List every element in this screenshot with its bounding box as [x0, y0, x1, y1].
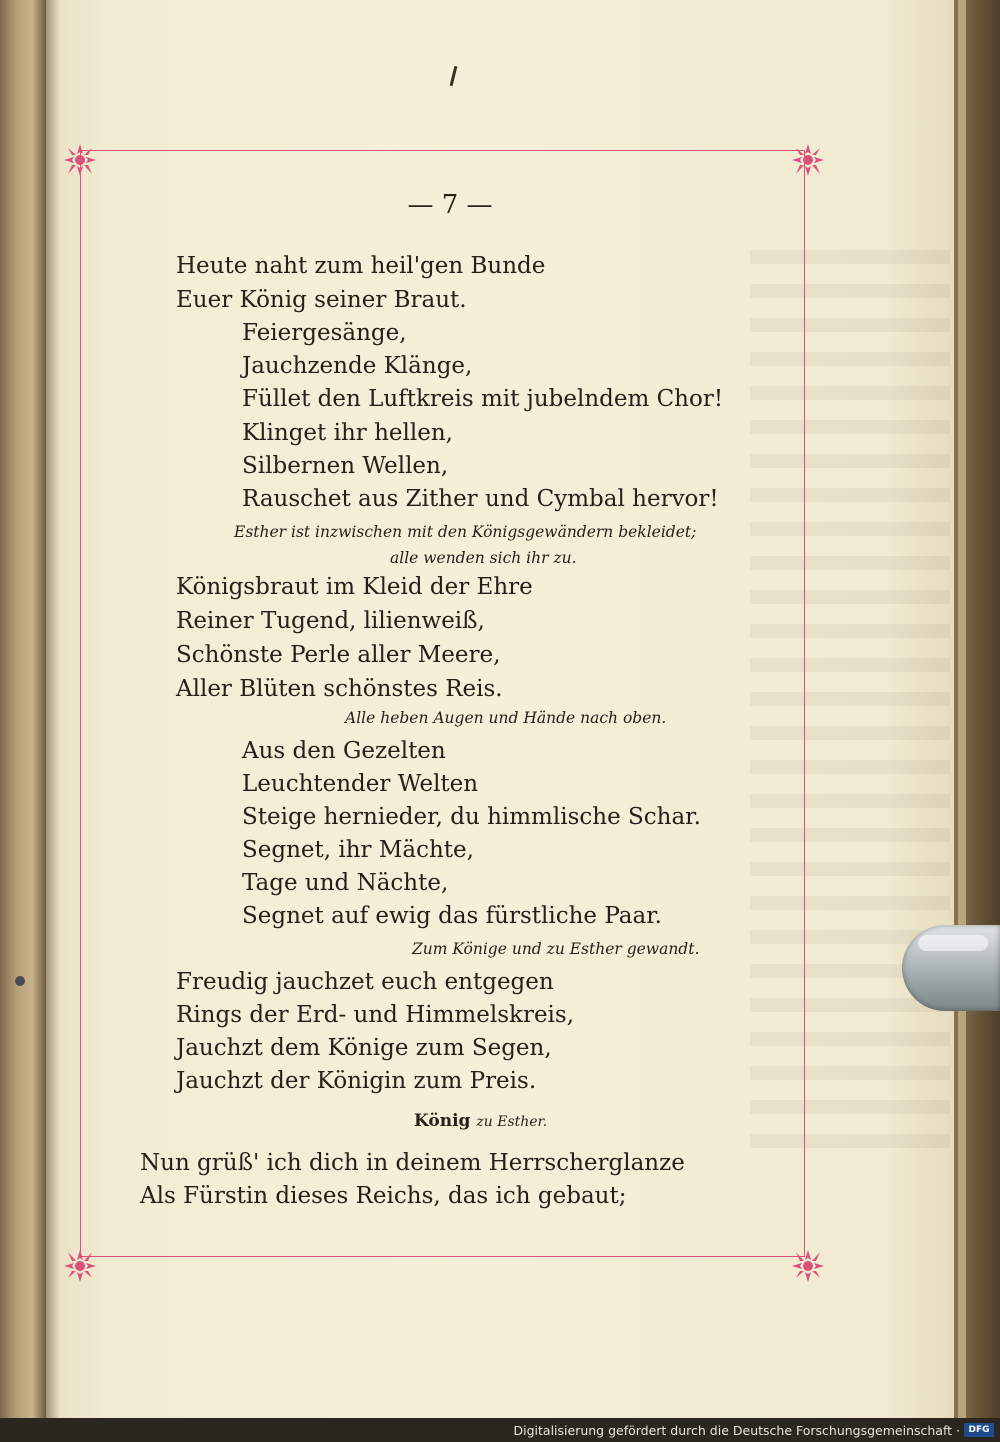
tab-highlight [918, 935, 988, 951]
verse-line: Freudig jauchzet euch entgegen [176, 969, 554, 995]
verse-line: Schönste Perle aller Meere, [176, 642, 501, 668]
speaker-heading [414, 1111, 547, 1131]
verse-line: Aller Blüten schönstes Reis. [176, 676, 503, 702]
verse-line: Als Fürstin dieses Reichs, das ich gebaut; [140, 1183, 627, 1209]
page-edge-strip [958, 0, 966, 1442]
verse-line: Königsbraut im Kleid der Ehre [176, 574, 533, 600]
ornament-icon [786, 142, 830, 186]
verse-line: Leuchtender Welten [242, 771, 479, 797]
corner-ornament-bottom-right [786, 1240, 830, 1284]
verse-line: Feiergesänge, [242, 320, 407, 346]
stage-direction: Esther ist inzwischen mit den Königsgewändern bekleidet; [234, 523, 697, 541]
verse-line: Klinget ihr hellen, [242, 420, 453, 446]
binding-rivet [15, 976, 25, 986]
gutter-shadow [46, 0, 60, 1442]
verse-line: Nun grüß' ich dich in deinem Herrscherglanze [140, 1150, 685, 1176]
verse-line: Jauchzt der Königin zum Preis. [176, 1068, 537, 1094]
digitization-footer [0, 1418, 1000, 1442]
corner-ornament-top-left [58, 142, 102, 186]
corner-ornament-top-right [786, 142, 830, 186]
verse-line: Silbernen Wellen, [242, 453, 449, 479]
verse-line: Aus den Gezelten [242, 738, 446, 764]
verse-line: Jauchzt dem Könige zum Segen, [176, 1035, 552, 1061]
ornament-icon [58, 1240, 102, 1284]
verse-line: Steige hernieder, du himmlische Schar. [242, 804, 701, 830]
page-number: — 7 — [407, 190, 493, 220]
verse-line: Segnet, ihr Mächte, [242, 837, 474, 863]
footer-credit: Digitalisierung gefördert durch die Deutsche Forschungsgemeinschaft · [513, 1423, 960, 1438]
verse-line: Rauschet aus Zither und Cymbal hervor! [242, 486, 719, 512]
stage-direction: Alle heben Augen und Hände nach oben. [345, 709, 667, 727]
verse-line: Segnet auf ewig das fürstliche Paar. [242, 903, 662, 929]
ornament-icon [786, 1240, 830, 1284]
verse-line: Reiner Tugend, lilienweiß, [176, 608, 485, 634]
dfg-logo: DFG [964, 1423, 994, 1437]
right-page-edge [954, 0, 1000, 1442]
stage-direction: Zum Könige und zu Esther gewandt. [412, 940, 700, 958]
verse-line: Jauchzende Klänge, [242, 353, 473, 379]
corner-ornament-bottom-left [58, 1240, 102, 1284]
stage-direction: alle wenden sich ihr zu. [390, 549, 577, 567]
speaker-name: König [414, 1111, 471, 1131]
verse-line: Füllet den Luftkreis mit jubelndem Chor! [242, 386, 724, 412]
verse-line: Euer König seiner Braut. [176, 287, 467, 313]
ornament-icon [58, 142, 102, 186]
verse-line: Heute naht zum heil'gen Bunde [176, 253, 546, 279]
verse-line: Rings der Erd- und Himmelskreis, [176, 1002, 575, 1028]
verse-line: Tage und Nächte, [242, 870, 449, 896]
speaker-direction: zu Esther. [476, 1114, 548, 1130]
left-page-edge [0, 0, 46, 1442]
